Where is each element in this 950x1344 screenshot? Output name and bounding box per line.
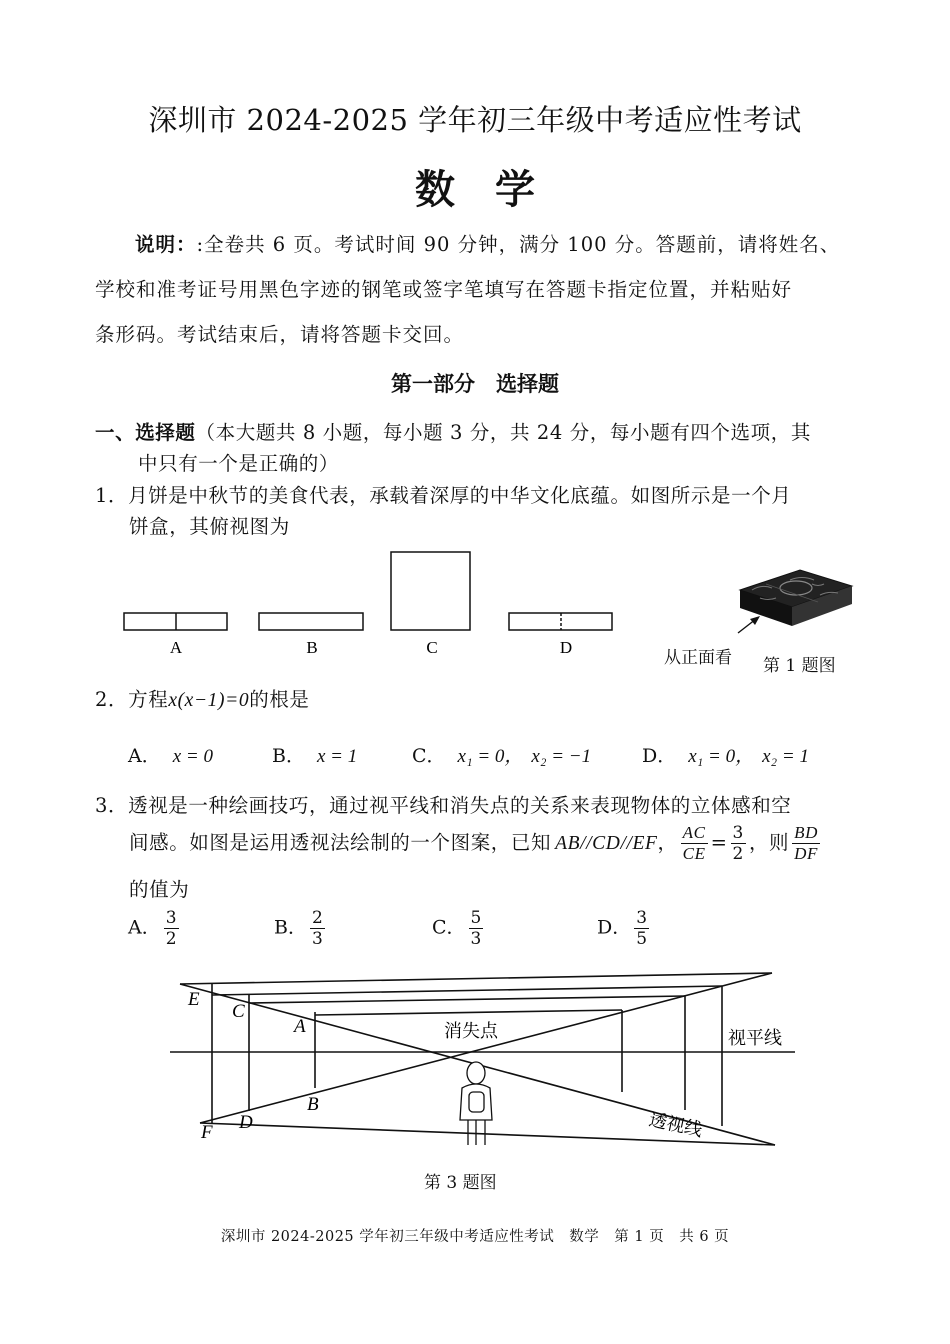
q3-given-value: [731, 823, 746, 864]
q3-option-d-label: D．: [597, 916, 632, 939]
q2-option-d-label: D．: [642, 745, 677, 767]
q1-option-c-label: C: [426, 638, 438, 657]
page-footer: 深圳市 2024-2025 学年初三年级中考适应性考试 数学 第 1 页 共 6 页: [220, 1229, 730, 1245]
q2-option-b-value: x = 1: [316, 746, 358, 767]
q2-equation: x(x−1)=0: [168, 690, 250, 711]
label-d: D: [239, 1112, 253, 1133]
q3-option-c-fraction: [469, 908, 484, 949]
q1-option-b-figure: [259, 613, 363, 630]
q2-option-c: [412, 741, 591, 768]
part-one-text: （本大题共 8 小题，每小题 3 分，共 24 分，每小题有四个选项，其: [195, 421, 811, 444]
label-a: A: [294, 1016, 306, 1037]
q3-option-b-den: 3: [311, 929, 323, 949]
q3-given-value-den: 2: [732, 844, 744, 864]
q2-prefix: 2．方程: [95, 688, 169, 711]
q3-option-b-fraction: [310, 908, 325, 949]
q3-option-d-fraction: [634, 908, 649, 949]
instructions-text-1: :全卷共 6 页。考试时间 90 分钟，满分 100 分。答题前，请将姓名、: [196, 233, 841, 256]
q3-option-c-den: 3: [470, 929, 482, 949]
q2-option-c-value-1: x₁ = 0，: [457, 746, 524, 767]
q3-given-den: CE: [682, 844, 706, 863]
q1-option-d-figure: [509, 613, 612, 630]
q1-view-label: 从正面看: [664, 648, 732, 668]
label-f: F: [201, 1122, 213, 1143]
part-one-line-1: [95, 417, 811, 445]
top-perspective-line: [180, 973, 772, 984]
q3-ask-fraction: [792, 823, 820, 864]
q3-option-c-label: C．: [432, 916, 466, 939]
q3-caption: 第 3 题图: [424, 1173, 497, 1193]
q1-line-1: 1．月饼是中秋节的美食代表，承载着深厚的中华文化底蕴。如图所示是一个月: [95, 484, 792, 507]
q3-option-b-label: B．: [274, 916, 307, 939]
q3-option-a-fraction: [164, 908, 179, 949]
instructions-line-1: [135, 222, 840, 267]
q2-option-a: [128, 741, 213, 768]
q2-option-d: [642, 741, 809, 768]
q3-option-a-num: 3: [165, 908, 177, 928]
q2-suffix: 的根是: [249, 688, 310, 711]
q3-option-c: [432, 908, 486, 949]
q3-given-fraction: [681, 823, 708, 864]
q3-ask-den: DF: [794, 844, 819, 863]
q2-option-d-value-1: x₁ = 0，: [688, 746, 755, 767]
q1-option-b-label: B: [306, 638, 318, 657]
label-c: C: [232, 1001, 245, 1022]
q1-option-c-figure: [391, 552, 470, 630]
q2-option-d-value-2: x₂ = 1: [762, 746, 809, 767]
q3-given-value-num: 3: [732, 823, 744, 843]
q3-option-a-den: 2: [165, 929, 177, 949]
q3-option-c-num: 5: [470, 908, 482, 928]
q3-line-2-text: 间感。如图是运用透视法绘制的一个图案，已知: [129, 831, 552, 854]
q3-parallel: AB//CD//EF: [555, 833, 658, 854]
label-b: B: [307, 1094, 319, 1115]
q3-option-d: [597, 908, 652, 949]
instructions-label: 说明：: [135, 233, 197, 256]
q1-caption: 第 1 题图: [763, 656, 836, 676]
instructions-line-3: 条形码。考试结束后，请将答题卡交回。: [95, 323, 465, 346]
q1-option-a-figure: [124, 613, 227, 630]
horizon-label: 视平线: [728, 1028, 782, 1049]
label-e: E: [188, 989, 200, 1010]
q3-line-1: 3．透视是一种绘画技巧，通过视平线和消失点的关系来表现物体的立体感和空: [95, 794, 792, 817]
q2-option-b-label: B．: [272, 745, 305, 767]
q3-option-a-label: A．: [128, 916, 161, 939]
q3-line-3: 的值为: [129, 878, 190, 901]
section-title: 第一部分 选择题: [391, 371, 559, 396]
q1-option-d-label: D: [559, 638, 573, 657]
q2-option-c-label: C．: [412, 745, 446, 767]
q1-line-2: 饼盒，其俯视图为: [129, 515, 290, 538]
q3-option-d-den: 5: [636, 929, 648, 949]
subject-title: 数学: [415, 166, 575, 213]
q2-option-b: [272, 741, 357, 768]
q3-then: ，则: [748, 831, 790, 854]
q3-line-2: 间感。如图是运用透视法绘制的一个图案，已知 AB//CD//EF， $\frac{AC}{CE}$ = $\frac{3}{2}$ ，则 $\frac{BD}{DF}$: [129, 823, 819, 864]
q3-option-b-num: 2: [311, 908, 323, 928]
q3-option-a: [128, 908, 182, 949]
q2-stem: [95, 684, 310, 712]
q3-given-num: AC: [682, 823, 706, 842]
q3-option-d-num: 3: [636, 908, 648, 928]
q1-option-a-label: A: [169, 638, 183, 657]
q3-ask-num: BD: [794, 823, 819, 842]
perspective-line-label: 透视线: [646, 1109, 705, 1142]
q2-option-c-value-2: x₂ = −1: [531, 746, 592, 767]
instructions-line-2: 学校和准考证号用黑色字迹的钢笔或签字笔填写在答题卡指定位置，并粘贴好: [95, 278, 793, 301]
q3-given-eq: =: [710, 831, 728, 854]
vanishing-point-label: 消失点: [444, 1021, 498, 1042]
exam-title: 深圳市 2024-2025 学年初三年级中考适应性考试: [148, 103, 802, 137]
q3-option-b: [274, 908, 328, 949]
q2-option-a-value: x = 0: [172, 746, 213, 767]
q3-figure: [0, 960, 950, 1160]
q2-option-a-label: A．: [128, 745, 161, 767]
part-one-label: 一、选择题: [95, 421, 196, 444]
part-one-line-2: 中只有一个是正确的）: [138, 452, 340, 475]
